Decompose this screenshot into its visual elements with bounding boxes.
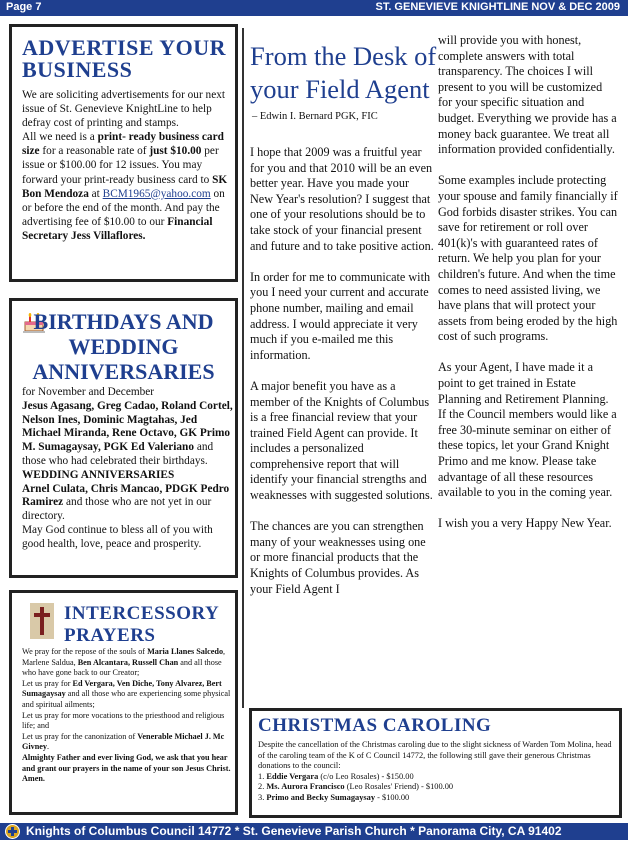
- agent-article-title: From the Desk of your Field Agent: [250, 41, 437, 104]
- donation-item: 3. Primo and Becky Sumagaysay - $100.00: [258, 792, 410, 802]
- advertise-paragraph-2: All we need is a print- ready business card size for a reasonable rate of just $10.00 per issue or $100.00 for 12 issues. You may forward your print-ready business card to SK Bon Mendoza at BCM1965@yahoo.com on or before the end of the month. And pay the advertising fee of $10.00 to our Financial Secretary Jess Villaflores.: [22, 131, 228, 242]
- caroling-box: [249, 708, 622, 818]
- birthdays-box: [9, 298, 238, 578]
- cross-icon: [30, 603, 54, 639]
- caroling-body: [258, 740, 615, 804]
- birthdays-body: [22, 386, 234, 552]
- caroling-intro: Despite the cancellation of the Christmas caroling due to the slight sickness of Warden Tom Molina, head of the caroling team of the K of C Council 14772, the following still gave their generous Christmas donations to the council:: [258, 740, 612, 771]
- birthdays-closing: May God continue to bless all of you with good health, love, peace and prosperity.: [22, 523, 213, 550]
- wedding-names: Arnel Culata, Chris Mancao, PDGK Pedro Ramirez and those who are not yet in our directory.: [22, 482, 230, 523]
- agent-paragraph: The chances are you can strengthen many of your weaknesses using one or more financial products that the Knights of Columbus provides. As your Field Agent I: [250, 519, 426, 596]
- advertise-title: ADVERTISE YOUR BUSINESS: [22, 35, 227, 82]
- page-header: [0, 0, 628, 16]
- agent-paragraph: In order for me to communicate with you I need your current and accurate phone number, mailing and email address. I would appreciate it very much if you e-mailed me this information.: [250, 269, 431, 362]
- advertise-body: [22, 88, 234, 243]
- footer-text: Knights of Columbus Council 14772 * St. Genevieve Parish Church * Panorama City, CA 91402: [26, 824, 562, 838]
- birthdays-title: BIRTHDAYS AND WEDDING ANNIVERSARIES: [32, 309, 215, 384]
- advertise-paragraph-1: We are soliciting advertisements for our next issue of St. Genevieve KnightLine to help defray cost of printing and stamps.: [22, 89, 225, 130]
- agent-paragraph: I wish you a very Happy New Year.: [438, 516, 612, 531]
- prayer-5: Almighty Father and ever living God, we ask that you hear and grant our prayers in the name of your son Jesus Christ. Amen.: [22, 752, 231, 784]
- prayers-body: [22, 647, 234, 785]
- agent-paragraph: I hope that 2009 was a fruitful year for you and that 2010 will be an even better year. Have you made your New Year's resolution? I suggest that one of your resolutions should be to take stock of your financial present and future and to take positive action.: [250, 145, 434, 253]
- agent-column-right: [438, 33, 618, 548]
- prayer-3: Let us pray for more vocations to the priesthood and religious life; and: [22, 710, 225, 731]
- birthdays-intro: for November and December: [22, 386, 155, 398]
- prayer-1: We pray for the repose of the souls of Maria Llanes Salcedo, Marlene Saldua, Ben Alcantara, Russell Chan and all those who have gone back to our Creator;: [22, 647, 226, 678]
- page-footer: [0, 823, 628, 840]
- column-divider: [242, 28, 244, 708]
- agent-byline: – Edwin I. Bernard PGK, FIC: [252, 111, 378, 122]
- page-number: Page 7: [6, 1, 42, 13]
- agent-paragraph: Some examples include protecting your spouse and family financially if God forbids disaster strikes. You can save for retirement or roll over 401(k)'s with guaranteed rates of return. We help you plan for your children's future. And when the time comes to need assisted living, we have plans that will protect your assets from being eroded by the high cost of such programs.: [438, 173, 618, 344]
- agent-paragraph: will provide you with honest, complete answers with total transparency. The choices I will present to you will be customized for your specific situation and budget. Everything we provide has a money back guarantee. We treat all information provided confidentially.: [438, 33, 617, 157]
- birthdays-names: Jesus Agasang, Greg Cadao, Roland Cortel, Nelson Ines, Dominic Magtahas, Jed Michael Miranda, Rene Octavo, GK Primo M. Sumagaysay, PGK Ed Valeriano and those who had celebrated their birthdays.: [22, 399, 233, 467]
- agent-column-middle: [250, 145, 434, 613]
- email-link[interactable]: BCM1965@yahoo.com: [102, 187, 211, 200]
- advertise-box: [9, 24, 238, 282]
- donation-item: 2. Ms. Aurora Francisco (Leo Rosales' Friend) - $100.00: [258, 782, 454, 792]
- prayers-box: [9, 590, 238, 815]
- wedding-heading: WEDDING ANNIVERSARIES: [22, 468, 175, 481]
- donation-item: 1. Eddie Vergara (c/o Leo Rosales) - $150.00: [258, 771, 414, 781]
- caroling-title: CHRISTMAS CAROLING: [258, 715, 492, 736]
- agent-paragraph: As your Agent, I have made it a point to get trained in Estate Planning and Retirement Planning. If the Council members would like a free 30-minute seminar on either of these topics, let your Grand Knight Primo and me know. Please take advantage of all these resources available to you in the coming year.: [438, 360, 617, 500]
- prayers-title: INTERCESSORY PRAYERS: [64, 603, 219, 646]
- prayer-4: Let us pray for the canonization of Venerable Michael J. Mc Givney.: [22, 731, 225, 752]
- publication-title: ST. GENEVIEVE KNIGHTLINE NOV & DEC 2009: [375, 1, 620, 13]
- agent-paragraph: A major benefit you have as a member of the Knights of Columbus is a free financial review that your trained Field Agent can provide. It includes a personalized comprehensive report that will identify your financial strengths and weaknesses with suggested solutions.: [250, 378, 433, 503]
- knights-emblem-icon: [5, 824, 20, 839]
- prayer-2: Let us pray for Ed Vergara, Ven Diche, Tony Alvarez, Bert Sumagaysay and all those who are experiencing some physical and spiritual ailments;: [22, 678, 231, 709]
